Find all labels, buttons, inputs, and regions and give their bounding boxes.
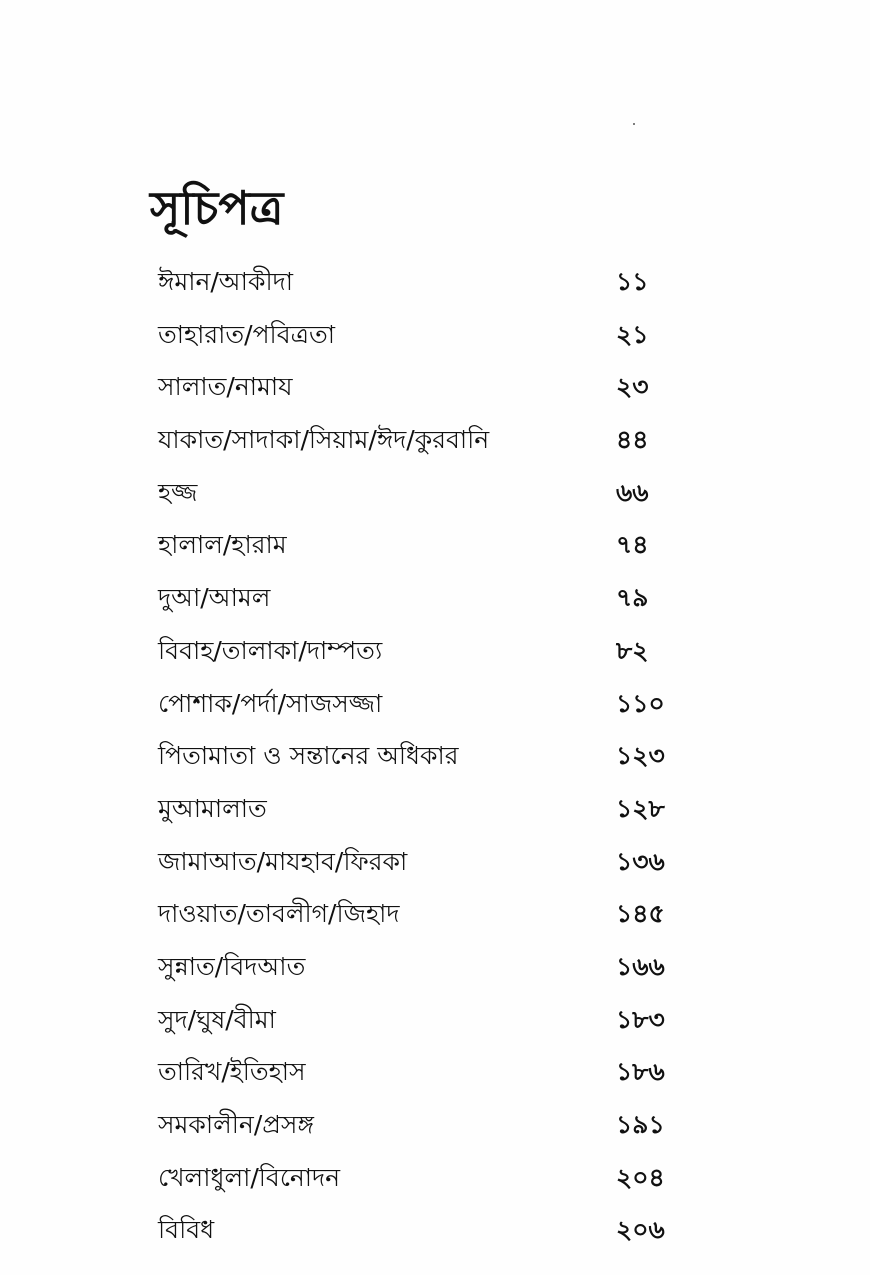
toc-entry-label: যাকাত/সাদাকা/সিয়াম/ঈদ/কুরবানি [158,425,490,455]
toc-entry-page: ৭৯ [616,583,649,613]
toc-entry-page: ১৮৩ [616,1004,665,1034]
toc-entry [158,262,698,315]
toc-entry-label: পিতামাতা ও সন্তানের অধিকার [158,741,459,771]
toc-entry [158,1000,698,1053]
toc-entry [158,842,698,895]
toc-entry-page: ২১ [616,319,649,349]
toc-entry-page: ১৩৬ [616,846,665,876]
toc-entry-label: দাওয়াত/তাবলীগ/জিহাদ [158,899,400,929]
toc-entry [158,894,698,947]
toc-entry [158,1158,698,1211]
toc-entry [158,736,698,789]
toc-entry-label: হালাল/হারাম [158,530,287,560]
toc-entry [158,315,698,368]
toc-entry [158,578,698,631]
toc-entry-page: ২০৪ [616,1162,665,1192]
toc-entry-page: ২০৬ [616,1215,665,1245]
toc-entry-page: ৪৪ [616,425,649,455]
toc-entry [158,525,698,578]
toc-entry-label: সমকালীন/প্রসঙ্গ [158,1110,315,1139]
toc-entry-label: খেলাধুলা/বিনোদন [158,1162,341,1192]
page-title: সূচিপত্র [150,181,284,235]
toc-entry-label: পোশাক/পর্দা/সাজসজ্জা [158,688,383,718]
toc-entry [158,947,698,1000]
toc-entry-page: ৮২ [616,635,649,665]
toc-entry-page: ৬৬ [616,477,649,507]
toc-entry-page: ১২৩ [616,741,665,771]
toc-entry-label: সুদ/ঘুষ/বীমা [158,1004,276,1034]
toc-entry-page: ১১০ [616,688,665,718]
toc-entry-label: তাহারাত/পবিত্রতা [158,319,335,349]
toc-entry-label: হজ্জ [158,477,198,507]
toc-entry-label: ঈমান/আকীদা [158,267,293,296]
toc-entry-page: ১৯১ [616,1110,665,1139]
toc-entry-page: ৭৪ [616,530,649,560]
toc-entry-page: ১২৮ [616,793,665,823]
toc-entry-page: ১৮৬ [616,1057,665,1087]
table-of-contents [158,262,698,1263]
toc-entry-label: বিবাহ/তালাকা/দাম্পত্য [158,635,383,665]
toc-entry-label: মুআমালাত [158,793,267,823]
toc-entry-page: ১৬৬ [616,951,665,981]
toc-entry [158,631,698,684]
toc-entry-label: বিবিধ [158,1215,215,1245]
toc-entry [158,473,698,526]
toc-entry [158,420,698,473]
toc-entry-label: তারিখ/ইতিহাস [158,1057,306,1087]
toc-entry [158,367,698,420]
toc-entry [158,789,698,842]
toc-entry-label: সালাত/নামায [158,372,293,402]
toc-entry [158,1105,698,1158]
toc-entry-label: দুআ/আমল [158,583,271,613]
print-speck [633,123,635,125]
toc-entry [158,684,698,737]
toc-entry-page: ২৩ [616,372,649,402]
toc-entry-page: ১১ [616,267,649,296]
toc-entry-label: জামাআত/মাযহাব/ফিরকা [158,846,408,876]
toc-entry [158,1210,698,1263]
toc-entry-page: ১৪৫ [616,899,665,929]
toc-entry-label: সুন্নাত/বিদআত [158,951,306,981]
toc-entry [158,1052,698,1105]
